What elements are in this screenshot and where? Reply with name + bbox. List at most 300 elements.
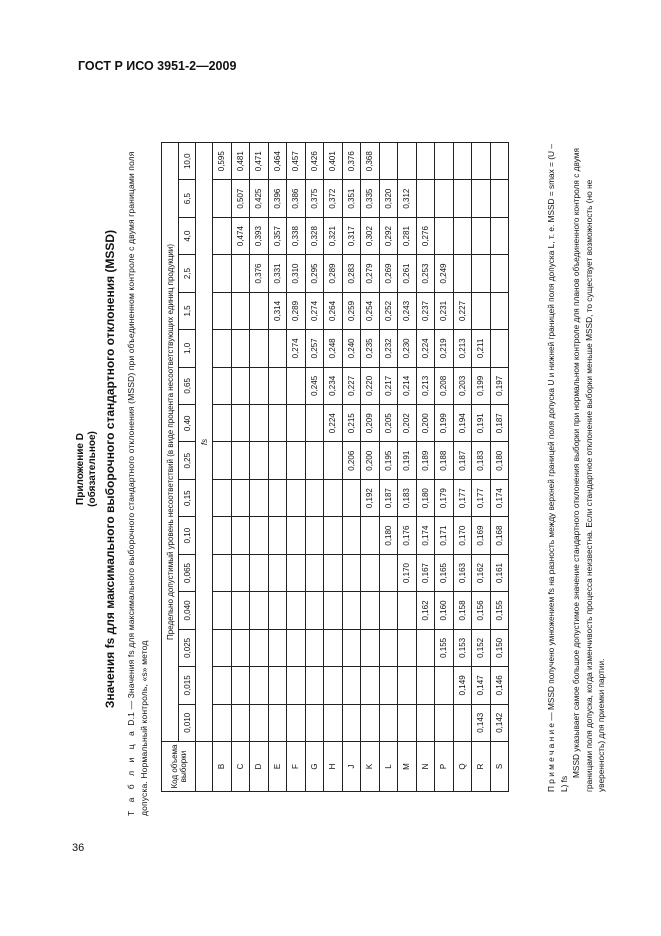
table-heading: Значения fs для максимального выборочного стандартного отклонения (MSSD): [103, 229, 117, 709]
fs-cell: [250, 592, 269, 629]
fs-cell: [213, 405, 232, 442]
fs-cell: 0,187: [490, 405, 509, 442]
fs-cell: [490, 255, 509, 292]
table-caption: [125, 122, 151, 816]
fs-cell: [379, 554, 398, 591]
fs-cell: [398, 704, 417, 741]
fs-cell: 0,375: [305, 180, 324, 217]
fs-cell: [231, 667, 250, 704]
note-2: MSSD указывает самое большое допустимое значение стандартного отклонения выборки при нормальном контроле для планов объединенного контроля с двумя границами поля допуска, когда изменчивость процесса неизвестна. Если стандартное отклонение выборки меньше MSSD, то существует возможность (но не уверенность) для приемки партии.: [571, 148, 606, 792]
fs-cell: 0,176: [398, 517, 417, 554]
fs-cell: 0,192: [361, 479, 380, 516]
table-row: [231, 143, 250, 792]
fs-cell: [213, 704, 232, 741]
fs-cell: 0,163: [453, 554, 472, 591]
document-header: ГОСТ Р ИСО 3951-2—2009: [78, 59, 237, 73]
fs-cell: [213, 517, 232, 554]
fs-cell: [398, 143, 417, 180]
fs-cell: [287, 554, 306, 591]
fs-cell: [268, 405, 287, 442]
fs-cell: 0,174: [490, 479, 509, 516]
row-code: H: [324, 742, 343, 792]
fs-cell: 0,240: [342, 330, 361, 367]
fs-cell: 0,162: [472, 554, 491, 591]
fs-cell: [453, 217, 472, 254]
table-row: [287, 143, 306, 792]
fs-cell: [453, 180, 472, 217]
fs-cell: [398, 629, 417, 666]
fs-cell: [213, 367, 232, 404]
fs-cell: 0,191: [398, 442, 417, 479]
fs-cell: 0,195: [379, 442, 398, 479]
fs-cell: 0,180: [379, 517, 398, 554]
fs-cell: 0,191: [472, 405, 491, 442]
fs-cell: 0,209: [361, 405, 380, 442]
fs-cell: [398, 592, 417, 629]
fs-cell: 0,170: [398, 554, 417, 591]
row-code: Q: [453, 742, 472, 792]
fs-cell: [305, 592, 324, 629]
fs-cell: 0,372: [324, 180, 343, 217]
fs-cell: [490, 180, 509, 217]
fs-cell: 0,170: [453, 517, 472, 554]
fs-cell: 0,401: [324, 143, 343, 180]
fs-cell: 0,230: [398, 330, 417, 367]
fs-cell: 0,320: [379, 180, 398, 217]
fs-cell: [342, 479, 361, 516]
fs-cell: 0,234: [324, 367, 343, 404]
fs-cell: [324, 517, 343, 554]
fs-cell: [324, 667, 343, 704]
fs-cell: [379, 704, 398, 741]
appendix-block: [75, 122, 99, 816]
row-code: K: [361, 742, 380, 792]
fs-cell: [398, 667, 417, 704]
row-code: N: [416, 742, 435, 792]
fs-cell: [361, 629, 380, 666]
fs-cell: [250, 704, 269, 741]
fs-cell: 0,289: [324, 255, 343, 292]
fs-cell: 0,214: [398, 367, 417, 404]
fs-cell: 0,302: [361, 217, 380, 254]
fs-cell: 0,253: [416, 255, 435, 292]
fs-cell: [213, 442, 232, 479]
table-row: [250, 143, 269, 792]
fs-cell: 0,249: [435, 255, 454, 292]
row-code: F: [287, 742, 306, 792]
fs-cell: [231, 330, 250, 367]
fs-cell: 0,153: [453, 629, 472, 666]
fs-cell: [472, 217, 491, 254]
fs-cell: [231, 367, 250, 404]
fs-cell: 0,187: [453, 442, 472, 479]
fs-cell: 0,321: [324, 217, 343, 254]
fs-cell: 0,189: [416, 442, 435, 479]
fs-cell: 0,206: [342, 442, 361, 479]
row-code: C: [231, 742, 250, 792]
fs-cell: [213, 180, 232, 217]
col-header-code: Код объема выборки: [162, 742, 196, 792]
fs-cell: [416, 667, 435, 704]
fs-cell: [361, 554, 380, 591]
fs-cell: 0,259: [342, 292, 361, 329]
row-code: R: [472, 742, 491, 792]
fs-cell: 0,199: [435, 405, 454, 442]
fs-cell: [490, 292, 509, 329]
fs-cell: [435, 667, 454, 704]
fs-cell: 0,213: [453, 330, 472, 367]
fs-cell: 0,174: [416, 517, 435, 554]
fs-cell: [361, 592, 380, 629]
fs-cell: [342, 517, 361, 554]
caption-text: D.1 — Значения fs для максимального выборочного стандартного отклонения (MSSD) при объединенном контроле с двумя границами поля допуска. Нормальный контроль, «s» метод: [126, 151, 149, 816]
fs-cell: [231, 704, 250, 741]
fs-cell: [305, 405, 324, 442]
fs-cell: [213, 554, 232, 591]
fs-cell: 0,292: [379, 217, 398, 254]
fs-cell: 0,211: [472, 330, 491, 367]
fs-cell: [268, 367, 287, 404]
fs-cell: [416, 143, 435, 180]
fs-cell: 0,338: [287, 217, 306, 254]
fs-cell: [231, 629, 250, 666]
fs-label-empty: [196, 742, 213, 792]
fs-cell: 0,177: [472, 479, 491, 516]
fs-cell: [250, 405, 269, 442]
fs-cell: [268, 442, 287, 479]
fs-cell: [287, 517, 306, 554]
fs-cell: 0,187: [379, 479, 398, 516]
fs-cell: [231, 517, 250, 554]
fs-cell: 0,219: [435, 330, 454, 367]
fs-cell: 0,396: [268, 180, 287, 217]
fs-cell: 0,237: [416, 292, 435, 329]
fs-cell: 0,200: [361, 442, 380, 479]
table-row: [472, 143, 491, 792]
fs-cell: 0,227: [453, 292, 472, 329]
fs-cell: 0,155: [490, 592, 509, 629]
level-header: 0,65: [179, 367, 196, 404]
fs-cell: [250, 479, 269, 516]
fs-cell: [490, 330, 509, 367]
fs-cell: [305, 479, 324, 516]
appendix-title: Приложение D: [75, 433, 86, 505]
fs-cell: [472, 255, 491, 292]
fs-cell: 0,595: [213, 143, 232, 180]
fs-cell: 0,507: [231, 180, 250, 217]
row-code: S: [490, 742, 509, 792]
row-code: E: [268, 742, 287, 792]
fs-cell: 0,254: [361, 292, 380, 329]
fs-cell: [435, 704, 454, 741]
fs-cell: [250, 554, 269, 591]
fs-cell: [379, 667, 398, 704]
fs-cell: [472, 292, 491, 329]
fs-cell: [379, 592, 398, 629]
fs-cell: [305, 517, 324, 554]
fs-cell: 0,224: [416, 330, 435, 367]
table-row: [416, 143, 435, 792]
fs-cell: 0,169: [472, 517, 491, 554]
fs-cell: [416, 629, 435, 666]
fs-cell: [453, 255, 472, 292]
fs-cell: [287, 592, 306, 629]
table-row: [398, 143, 417, 792]
fs-cell: [287, 629, 306, 666]
fs-cell: [268, 479, 287, 516]
fs-cell: 0,188: [435, 442, 454, 479]
fs-cell: 0,261: [398, 255, 417, 292]
table-row: [490, 143, 509, 792]
level-header: 1,0: [179, 330, 196, 367]
fs-cell: 0,245: [305, 367, 324, 404]
fs-cell: 0,227: [342, 367, 361, 404]
level-header: 0,015: [179, 667, 196, 704]
fs-cell: 0,203: [453, 367, 472, 404]
table-row: [361, 143, 380, 792]
level-header: 4,0: [179, 217, 196, 254]
fs-cell: [435, 180, 454, 217]
fs-cell: [416, 704, 435, 741]
fs-cell: [342, 629, 361, 666]
fs-cell: 0,142: [490, 704, 509, 741]
fs-cell: [379, 143, 398, 180]
fs-cell: [324, 442, 343, 479]
fs-cell: [324, 554, 343, 591]
fs-cell: [250, 367, 269, 404]
fs-cell: 0,160: [435, 592, 454, 629]
fs-cell: [305, 442, 324, 479]
fs-cell: [287, 367, 306, 404]
fs-cell: [268, 554, 287, 591]
fs-cell: 0,161: [490, 554, 509, 591]
level-header: 2,5: [179, 255, 196, 292]
fs-cell: [472, 143, 491, 180]
fs-cell: [342, 592, 361, 629]
fs-cell: 0,274: [287, 330, 306, 367]
fs-cell: [231, 592, 250, 629]
fs-cell: 0,208: [435, 367, 454, 404]
fs-cell: 0,457: [287, 143, 306, 180]
fs-cell: [305, 629, 324, 666]
fs-cell: 0,213: [416, 367, 435, 404]
fs-cell: [213, 330, 232, 367]
fs-cell: [231, 479, 250, 516]
fs-cell: 0,328: [305, 217, 324, 254]
levels-row: [179, 143, 196, 792]
row-code: L: [379, 742, 398, 792]
fs-cell: 0,393: [250, 217, 269, 254]
fs-cell: [287, 667, 306, 704]
fs-cell: 0,146: [490, 667, 509, 704]
fs-cell: 0,252: [379, 292, 398, 329]
fs-cell: [231, 442, 250, 479]
fs-cell: 0,289: [287, 292, 306, 329]
fs-cell: [268, 517, 287, 554]
fs-cell: 0,224: [324, 405, 343, 442]
fs-cell: [324, 629, 343, 666]
fs-cell: 0,152: [472, 629, 491, 666]
table-row: [453, 143, 472, 792]
fs-cell: 0,156: [472, 592, 491, 629]
fs-cell: 0,426: [305, 143, 324, 180]
fs-cell: [472, 180, 491, 217]
fs-cell: [361, 517, 380, 554]
fs-cell: 0,177: [453, 479, 472, 516]
fs-cell: 0,183: [472, 442, 491, 479]
fs-cell: 0,248: [324, 330, 343, 367]
fs-cell: [287, 479, 306, 516]
fs-cell: [250, 629, 269, 666]
appendix-note: (обязательное): [87, 431, 98, 507]
fs-cell: [287, 442, 306, 479]
fs-cell: [231, 554, 250, 591]
fs-cell: 0,312: [398, 180, 417, 217]
fs-cell: [250, 292, 269, 329]
fs-cell: 0,368: [361, 143, 380, 180]
fs-cell: 0,143: [472, 704, 491, 741]
level-header: 0,40: [179, 405, 196, 442]
level-header: 1,5: [179, 292, 196, 329]
level-header: 0,010: [179, 704, 196, 741]
fs-cell: 0,197: [490, 367, 509, 404]
fs-cell: 0,274: [305, 292, 324, 329]
fs-cell: 0,168: [490, 517, 509, 554]
fs-cell: 0,220: [361, 367, 380, 404]
fs-cell: 0,200: [416, 405, 435, 442]
fs-cell: 0,474: [231, 217, 250, 254]
fs-cell: [268, 629, 287, 666]
table-row: [324, 143, 343, 792]
table-row: [342, 143, 361, 792]
level-header: 0,040: [179, 592, 196, 629]
fs-cell: 0,281: [398, 217, 417, 254]
note-1: П р и м е ч а н и е — MSSD получено умножением fs на разность между верхней границей поля допуска U и нижней границей поля допуска L, т. е. MSSD = smax = (U – L) fs: [546, 144, 569, 792]
fs-cell: [379, 629, 398, 666]
rotated-content: [75, 122, 606, 816]
fs-cell: [287, 405, 306, 442]
fs-cell: 0,171: [435, 517, 454, 554]
fs-cell: 0,202: [398, 405, 417, 442]
page-number: 36: [72, 842, 85, 854]
fs-cell: 0,283: [342, 255, 361, 292]
fs-cell: [250, 517, 269, 554]
level-header: 10,0: [179, 143, 196, 180]
table-row: [268, 143, 287, 792]
fs-cell: [268, 592, 287, 629]
fs-cell: [416, 180, 435, 217]
level-header: 0,15: [179, 479, 196, 516]
row-code: D: [250, 742, 269, 792]
group-header: Предельно допустимый уровень несоответствий (в виде процента несоответствующих единиц продукции): [162, 143, 179, 742]
level-header: 0,065: [179, 554, 196, 591]
table-body: [213, 143, 509, 792]
fs-cell: [213, 255, 232, 292]
fs-cell: [250, 442, 269, 479]
table-row: [213, 143, 232, 792]
fs-cell: 0,194: [453, 405, 472, 442]
fs-cell: [213, 667, 232, 704]
fs-cell: [268, 704, 287, 741]
fs-cell: 0,158: [453, 592, 472, 629]
fs-cell: 0,481: [231, 143, 250, 180]
fs-cell: 0,231: [435, 292, 454, 329]
fs-cell: 0,314: [268, 292, 287, 329]
fs-cell: [213, 292, 232, 329]
fs-cell: 0,331: [268, 255, 287, 292]
fs-cell: 0,150: [490, 629, 509, 666]
fs-cell: [305, 667, 324, 704]
fs-cell: 0,205: [379, 405, 398, 442]
fs-cell: 0,386: [287, 180, 306, 217]
fs-cell: [342, 667, 361, 704]
fs-label: fs: [196, 143, 213, 742]
fs-cell: 0,264: [324, 292, 343, 329]
fs-cell: 0,335: [361, 180, 380, 217]
fs-cell: 0,165: [435, 554, 454, 591]
fs-cell: [361, 667, 380, 704]
fs-cell: [268, 667, 287, 704]
fs-cell: 0,215: [342, 405, 361, 442]
fs-cell: [213, 629, 232, 666]
fs-cell: [231, 255, 250, 292]
fs-cell: [453, 704, 472, 741]
fs-cell: 0,232: [379, 330, 398, 367]
fs-cell: 0,217: [379, 367, 398, 404]
fs-cell: 0,167: [416, 554, 435, 591]
fs-cell: 0,180: [416, 479, 435, 516]
fs-cell: 0,376: [250, 255, 269, 292]
fs-cell: 0,295: [305, 255, 324, 292]
fs-cell: [287, 704, 306, 741]
table-row: [379, 143, 398, 792]
fs-cell: [342, 554, 361, 591]
fs-cell: 0,471: [250, 143, 269, 180]
fs-cell: 0,257: [305, 330, 324, 367]
fs-cell: [490, 217, 509, 254]
fs-cell: [250, 330, 269, 367]
fs-cell: [213, 479, 232, 516]
fs-cell: [435, 143, 454, 180]
fs-cell: 0,276: [416, 217, 435, 254]
fs-cell: [361, 704, 380, 741]
fs-cell: [324, 704, 343, 741]
fs-cell: [435, 217, 454, 254]
fs-cell: 0,317: [342, 217, 361, 254]
table-row: [435, 143, 454, 792]
row-code: M: [398, 742, 417, 792]
fs-cell: [453, 143, 472, 180]
fs-cell: 0,199: [472, 367, 491, 404]
fs-cell: 0,279: [361, 255, 380, 292]
fs-cell: 0,147: [472, 667, 491, 704]
fs-cell: 0,310: [287, 255, 306, 292]
fs-cell: 0,464: [268, 143, 287, 180]
fs-cell: 0,357: [268, 217, 287, 254]
fs-cell: 0,351: [342, 180, 361, 217]
level-header: 0,10: [179, 517, 196, 554]
fs-cell: 0,155: [435, 629, 454, 666]
fs-cell: [213, 592, 232, 629]
caption-prefix: Т а б л и ц а: [126, 728, 136, 816]
fs-cell: [490, 143, 509, 180]
fs-cell: 0,180: [490, 442, 509, 479]
table-row: [305, 143, 324, 792]
level-header: 0,025: [179, 629, 196, 666]
fs-cell: 0,149: [453, 667, 472, 704]
fs-cell: [250, 667, 269, 704]
level-header: 6,5: [179, 180, 196, 217]
